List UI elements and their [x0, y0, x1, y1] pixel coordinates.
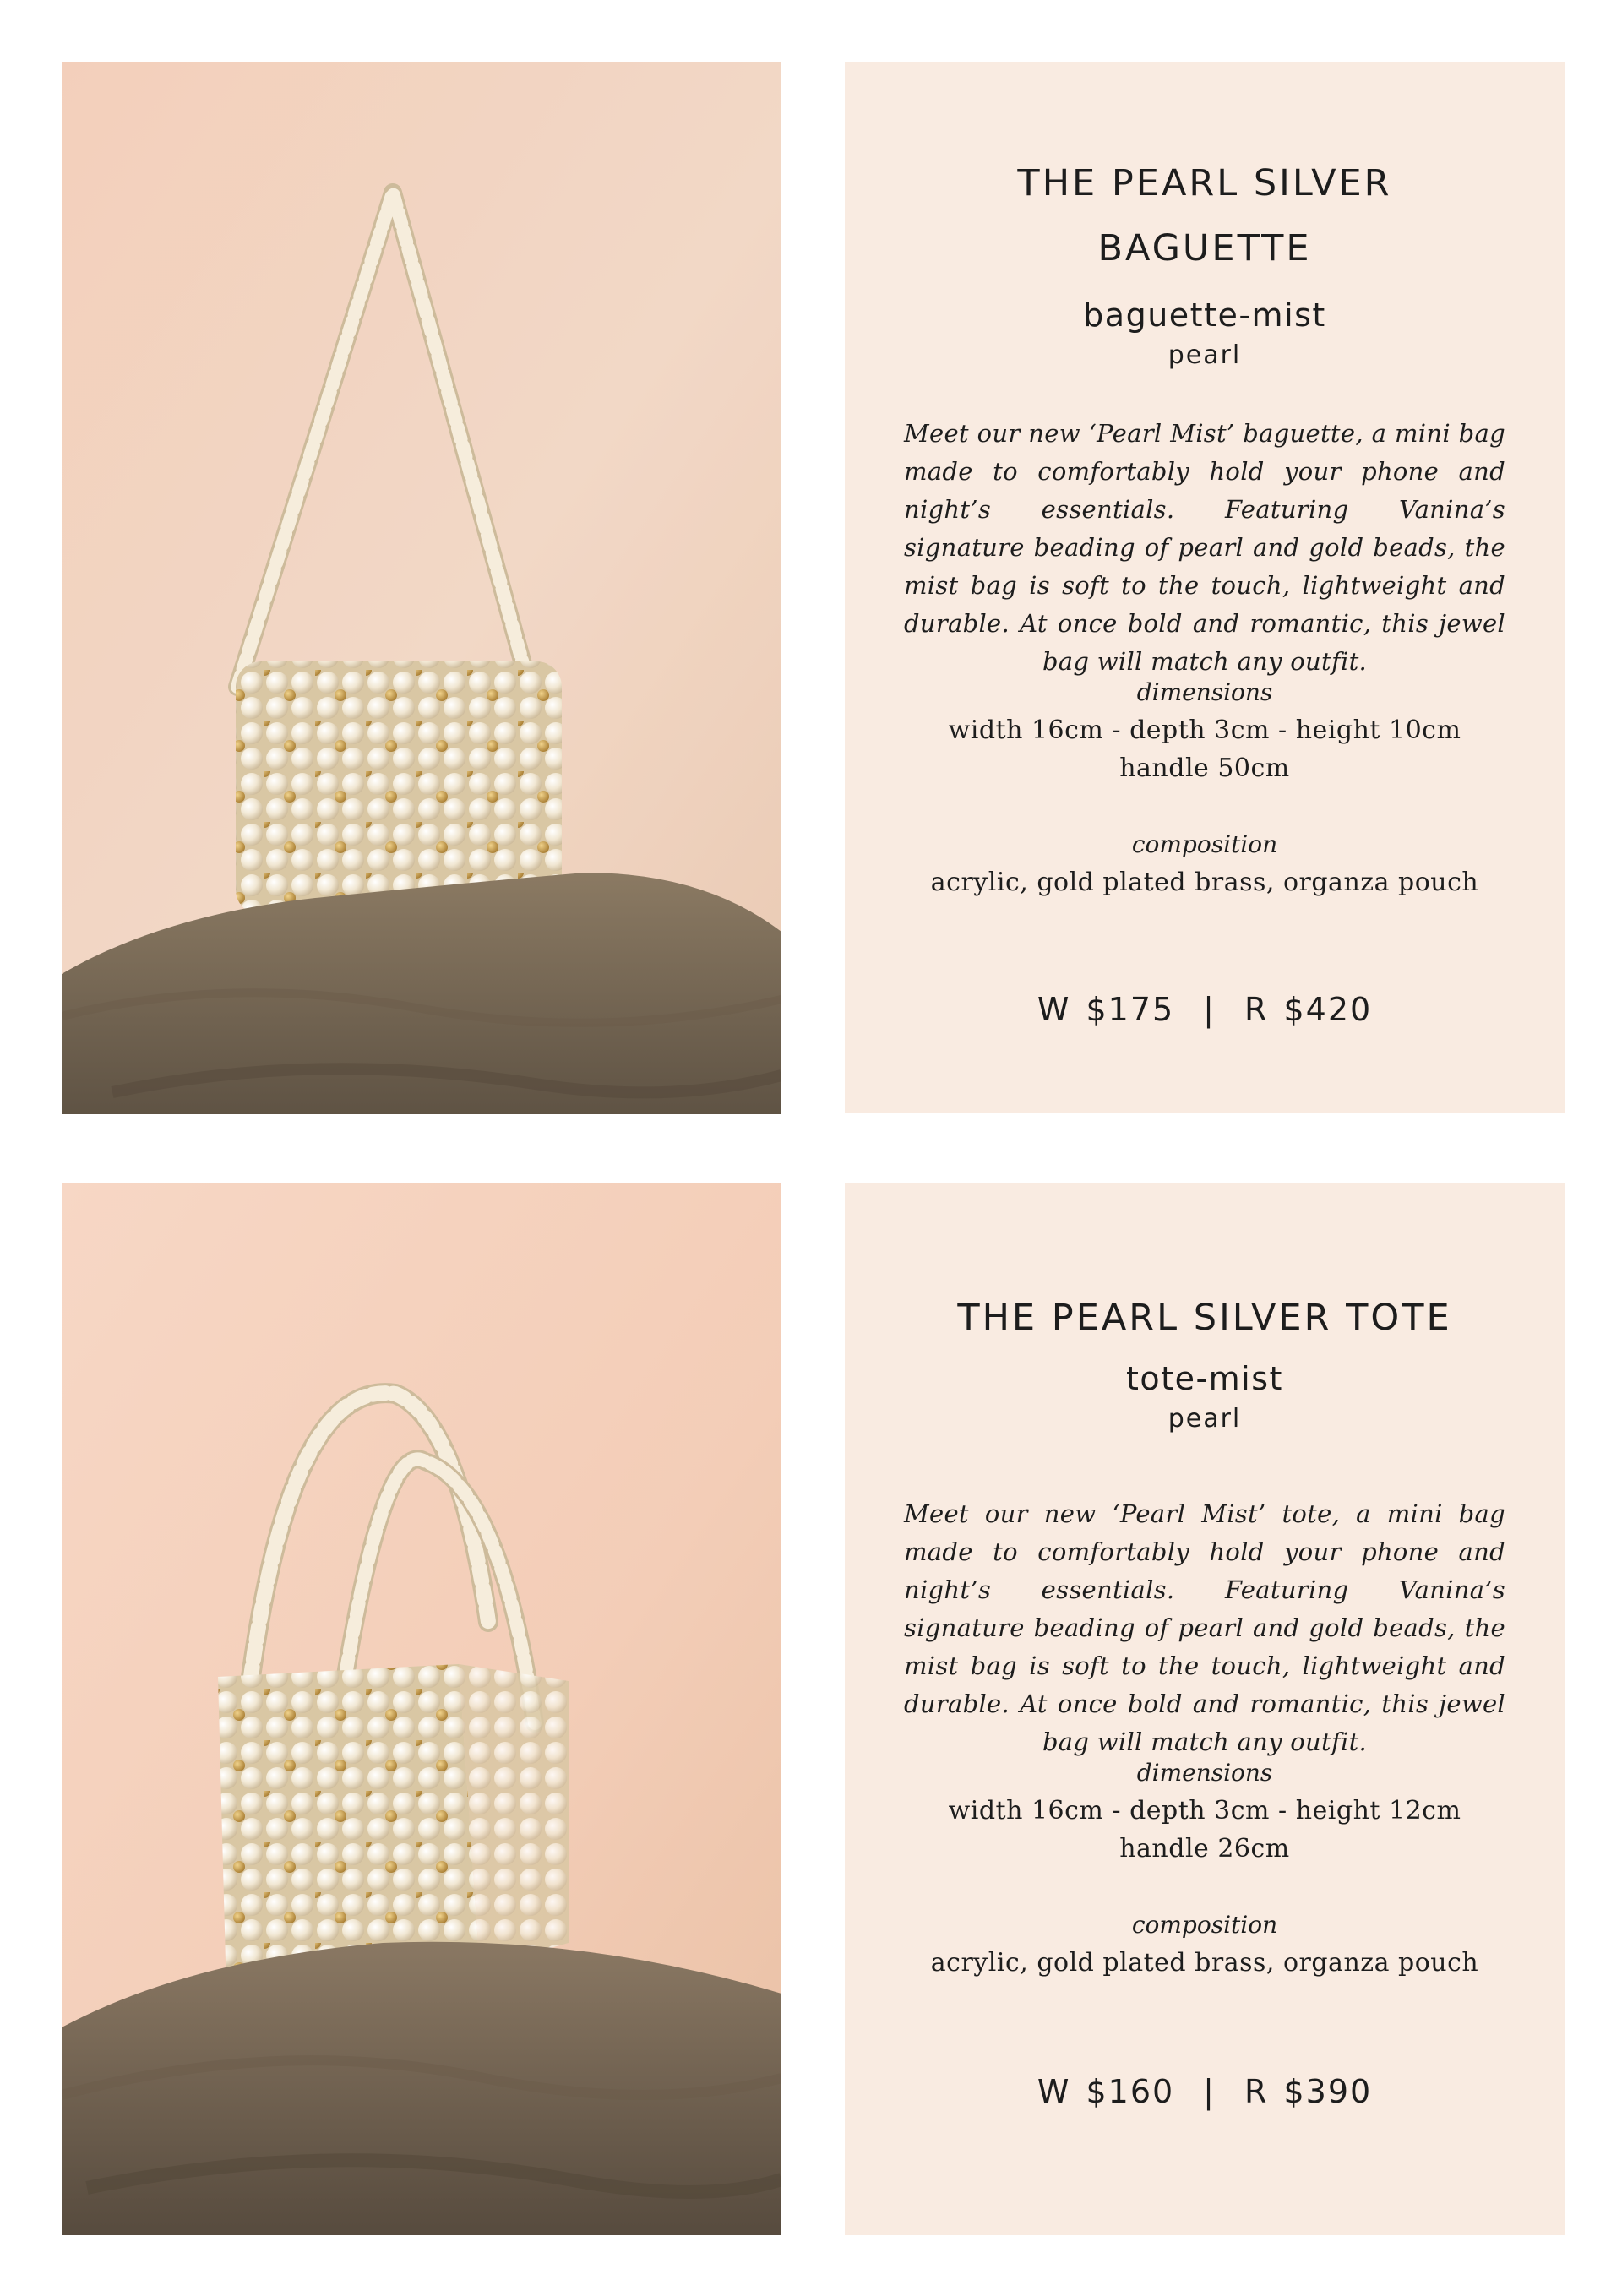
- price-separator: |: [1203, 2073, 1216, 2110]
- wholesale-price: W $160: [1037, 2073, 1175, 2110]
- product-photo-tote: [62, 1183, 781, 2235]
- price-line: [845, 2073, 1565, 2110]
- composition-label: composition: [1131, 830, 1278, 858]
- product-description: Meet our new ‘Pearl Mist’ baguette, a mini bag made to comfortably hold your phone and night’s essentials. Featuring Vanina’s signature beading of pearl and gold beads, the mist bag is soft to the touch, lightweight and durable. At once bold and romantic, this jewel bag will match any outfit.: [904, 419, 1505, 676]
- dimensions-value: width 16cm - depth 3cm - height 12cm: [948, 1796, 1461, 1825]
- handle-length: handle 26cm: [1119, 1834, 1290, 1863]
- product-sku: baguette-mist: [1083, 297, 1326, 334]
- composition-label: composition: [1131, 1911, 1278, 1939]
- dimensions-label: dimensions: [1136, 678, 1273, 706]
- dimensions-label: dimensions: [1136, 1759, 1273, 1787]
- composition-value: acrylic, gold plated brass, organza pouch: [930, 1948, 1479, 1978]
- product-color: pearl: [1168, 1404, 1242, 1434]
- retail-price: R $420: [1244, 991, 1373, 1028]
- product-photo-baguette: [62, 62, 781, 1114]
- product-description: Meet our new ‘Pearl Mist’ tote, a mini bag made to comfortably hold your phone and night’s essentials. Featuring Vanina’s signature beading of pearl and gold beads, the mist bag is soft to the touch, lightweight and durable. At once bold and romantic, this jewel bag will match any outfit.: [904, 1499, 1505, 1756]
- retail-price: R $390: [1244, 2073, 1373, 2110]
- dimensions-value: width 16cm - depth 3cm - height 10cm: [948, 715, 1461, 745]
- price-line: [845, 991, 1565, 1028]
- price-separator: |: [1203, 991, 1216, 1028]
- product-title-line-1: THE PEARL SILVER: [1017, 162, 1392, 204]
- product-title-line-2: BAGUETTE: [1097, 227, 1312, 269]
- product-color: pearl: [1168, 340, 1242, 370]
- baguette-bag-illustration: [62, 62, 781, 1114]
- product-title: THE PEARL SILVER TOTE: [957, 1297, 1452, 1339]
- tote-bag-illustration: [62, 1183, 781, 2235]
- composition-value: acrylic, gold plated brass, organza pouch: [930, 868, 1479, 897]
- product-panel-baguette: [845, 62, 1565, 1113]
- product-sku: tote-mist: [1126, 1360, 1283, 1397]
- product-panel-tote: [845, 1183, 1565, 2235]
- wholesale-price: W $175: [1037, 991, 1175, 1028]
- handle-length: handle 50cm: [1119, 754, 1290, 783]
- product-title: [968, 151, 1441, 281]
